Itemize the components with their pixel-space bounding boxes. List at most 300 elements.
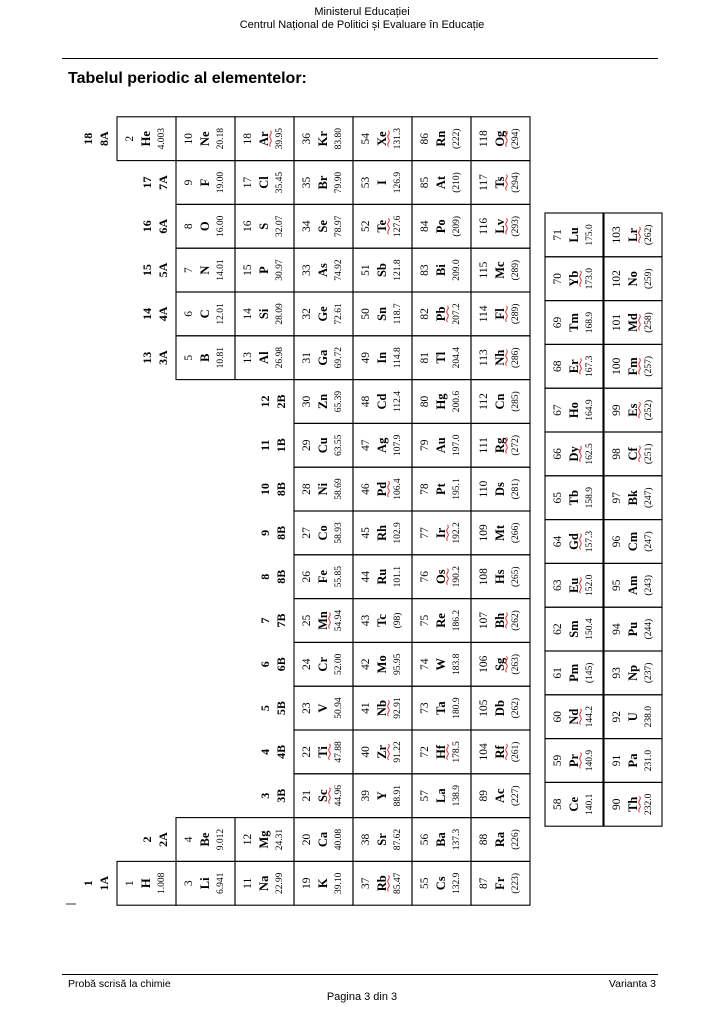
element-fr-box <box>471 861 530 905</box>
element-zn-number: 30 <box>301 395 313 408</box>
element-o-box <box>176 204 235 248</box>
actinide-lr-number: 103 <box>611 226 623 244</box>
actinide-pu-symbol: Pu <box>626 621 640 637</box>
lanthanide-nd-box <box>545 695 603 739</box>
lanthanide-er-box <box>545 344 603 388</box>
element-sb-symbol: Sb <box>375 263 389 278</box>
page-title: Tabelul periodic al elementelor: <box>68 70 307 87</box>
element-db-number: 105 <box>478 699 490 717</box>
element-sb-mass: 121.8 <box>393 259 403 281</box>
lanthanide-yb-marker <box>580 271 582 287</box>
element-bi-number: 83 <box>419 264 431 276</box>
element-mt-box <box>471 511 530 555</box>
element-al-mass: 26.98 <box>275 347 285 369</box>
element-re-number: 75 <box>419 614 431 627</box>
header-divider <box>62 58 658 59</box>
element-ts-number: 117 <box>478 174 490 191</box>
element-cu-number: 29 <box>301 439 313 452</box>
lanthanide-ce-mass: 140.1 <box>585 793 595 815</box>
element-na-mass: 22.99 <box>275 872 285 894</box>
element-po-symbol: Po <box>434 219 448 234</box>
element-fr-number: 87 <box>478 877 490 890</box>
element-si-box <box>235 292 294 336</box>
actinide-pu-box <box>604 607 662 651</box>
element-rn-symbol: Rn <box>434 130 448 147</box>
element-si-mass: 28.09 <box>275 303 285 325</box>
element-lv-number: 116 <box>478 217 490 235</box>
lanthanide-er-marker <box>580 358 582 374</box>
element-sb-box <box>353 248 412 292</box>
element-se-symbol: Se <box>316 220 330 233</box>
element-co-symbol: Co <box>316 525 330 541</box>
element-ds-number: 110 <box>478 480 490 498</box>
actinide-lr-symbol: Lr <box>626 227 640 242</box>
element-be-number: 4 <box>183 836 195 843</box>
element-rh-box <box>353 511 412 555</box>
element-te-number: 52 <box>360 220 372 233</box>
element-br-number: 35 <box>301 176 313 189</box>
lanthanide-eu-number: 63 <box>552 579 564 592</box>
element-sc-mass: 44.96 <box>334 785 344 807</box>
element-pd-mass: 106.4 <box>393 478 403 500</box>
actinide-u-mass: 238.0 <box>644 706 654 728</box>
element-se-box <box>294 204 353 248</box>
element-lv-marker <box>506 218 508 234</box>
element-k-box <box>294 861 353 905</box>
element-rg-number: 111 <box>478 437 490 454</box>
element-c-number: 6 <box>183 311 195 317</box>
actinide-md-marker <box>639 315 641 331</box>
lanthanide-pm-box <box>545 651 603 695</box>
element-po-mass: (209) <box>452 216 462 237</box>
group-label-16: 6A <box>156 218 170 234</box>
element-s-box <box>235 204 294 248</box>
element-fl-symbol: Fl <box>493 308 507 320</box>
element-mo-number: 42 <box>360 658 372 671</box>
element-ca-box <box>294 818 353 862</box>
element-os-symbol: Os <box>434 569 448 584</box>
actinide-pa-number: 91 <box>611 754 623 767</box>
element-po-box <box>412 204 471 248</box>
element-v-box <box>294 686 353 730</box>
element-in-box <box>353 336 412 380</box>
element-ta-number: 73 <box>419 702 431 714</box>
element-ba-symbol: Ba <box>434 832 448 847</box>
element-he-number: 2 <box>124 135 136 142</box>
lanthanide-eu-marker <box>580 577 582 593</box>
element-lv-symbol: Lv <box>493 219 507 234</box>
element-ga-mass: 69.72 <box>334 347 344 369</box>
element-h-symbol: H <box>139 878 153 889</box>
lanthanide-pr-marker <box>580 753 582 769</box>
element-as-number: 33 <box>301 264 313 276</box>
element-re-symbol: Re <box>434 613 448 628</box>
element-ar-marker <box>270 131 272 147</box>
element-mn-box <box>294 599 353 643</box>
element-si-symbol: Si <box>257 308 271 320</box>
element-na-box <box>235 861 294 905</box>
element-at-symbol: At <box>434 175 448 190</box>
actinide-cm-box <box>604 520 662 564</box>
element-sg-symbol: Sg <box>493 657 507 671</box>
group-label-15: 5A <box>156 262 170 278</box>
element-mc-symbol: Mc <box>493 261 507 279</box>
element-fl-box <box>471 292 530 336</box>
element-ni-number: 28 <box>301 483 313 495</box>
actinide-md-box <box>604 301 662 345</box>
element-fe-mass: 55.85 <box>334 566 344 588</box>
actinide-lr-marker <box>639 227 641 243</box>
element-he-symbol: He <box>139 131 153 147</box>
element-v-mass: 50.94 <box>334 697 344 719</box>
element-ir-number: 77 <box>419 527 431 539</box>
lanthanide-ce-number: 58 <box>552 798 564 811</box>
group-number-2: 2 <box>140 836 154 843</box>
actinide-np-mass: (237) <box>644 662 654 684</box>
element-at-number: 85 <box>419 176 431 189</box>
actinide-fm-mass: (257) <box>644 356 654 377</box>
element-xe-mass: 131.3 <box>393 128 403 150</box>
group-number-10: 10 <box>258 483 272 496</box>
element-al-number: 13 <box>242 351 254 364</box>
lanthanide-nd-mass: 144.2 <box>585 706 595 728</box>
element-bh-marker <box>506 613 508 629</box>
group-label-2: 2A <box>156 832 170 847</box>
element-pb-number: 82 <box>419 308 431 320</box>
element-ir-box <box>412 511 471 555</box>
element-cl-mass: 35.45 <box>275 171 285 194</box>
element-o-number: 8 <box>183 223 195 230</box>
element-ne-mass: 20.18 <box>216 128 226 150</box>
lanthanide-pr-mass: 140.9 <box>585 749 595 772</box>
element-zr-box <box>353 730 412 774</box>
element-co-box <box>294 511 353 555</box>
group-number-17: 17 <box>140 176 154 189</box>
element-ni-box <box>294 467 353 511</box>
element-os-mass: 190.2 <box>452 566 462 588</box>
lanthanide-tb-number: 65 <box>552 491 564 504</box>
element-ag-mass: 107.9 <box>393 434 403 456</box>
element-cn-symbol: Cn <box>493 393 507 410</box>
element-kr-symbol: Kr <box>316 131 330 147</box>
element-bh-number: 107 <box>478 611 490 630</box>
lanthanide-gd-mass: 157.3 <box>585 530 595 553</box>
element-te-mass: 127.6 <box>393 215 403 237</box>
element-ir-marker <box>447 525 449 541</box>
element-hs-mass: (265) <box>511 566 521 587</box>
element-cd-symbol: Cd <box>375 393 389 410</box>
element-kr-number: 36 <box>301 132 313 145</box>
group-label-14: 4A <box>156 306 170 322</box>
element-ag-box <box>353 423 412 467</box>
lanthanide-sm-symbol: Sm <box>567 620 581 638</box>
element-s-number: 16 <box>242 220 254 233</box>
element-na-symbol: Na <box>257 875 271 891</box>
element-n-symbol: N <box>198 265 212 275</box>
actinide-es-number: 99 <box>611 404 623 416</box>
actinide-lr-box <box>604 213 662 257</box>
element-cd-number: 48 <box>360 395 372 408</box>
element-sc-box <box>294 774 353 818</box>
element-ac-mass: (227) <box>511 785 521 806</box>
element-mc-box <box>471 248 530 292</box>
element-mt-number: 109 <box>478 524 490 542</box>
lanthanide-ho-box <box>545 388 603 432</box>
element-tc-box <box>353 599 412 643</box>
actinide-np-box <box>604 651 662 695</box>
element-k-mass: 39.10 <box>334 872 344 894</box>
element-cs-symbol: Cs <box>434 876 448 891</box>
element-au-number: 79 <box>419 439 431 452</box>
element-hf-symbol: Hf <box>434 744 448 759</box>
actinide-np-number: 93 <box>611 667 623 679</box>
element-w-box <box>412 642 471 686</box>
element-k-number: 19 <box>301 877 313 890</box>
element-ge-box <box>294 292 353 336</box>
element-au-box <box>412 423 471 467</box>
element-bi-box <box>412 248 471 292</box>
actinide-cm-symbol: Cm <box>626 531 640 552</box>
element-hs-symbol: Hs <box>493 569 507 584</box>
actinide-no-mass: (259) <box>644 268 654 289</box>
element-i-box <box>353 161 412 205</box>
footer-exam-name: Probă scrisă la chimie <box>68 978 171 990</box>
actinide-fm-box <box>604 344 662 388</box>
element-xe-box <box>353 117 412 161</box>
element-ar-symbol: Ar <box>257 131 271 146</box>
actinide-md-symbol: Md <box>626 313 640 332</box>
element-o-mass: 16.00 <box>216 215 226 237</box>
element-cr-number: 24 <box>301 658 313 671</box>
element-te-box <box>353 204 412 248</box>
element-ti-symbol: Ti <box>316 746 330 758</box>
element-mg-mass: 24.31 <box>275 828 285 851</box>
element-nb-symbol: Nb <box>375 700 389 717</box>
element-rb-number: 37 <box>360 877 372 890</box>
group-number-6: 6 <box>258 661 272 668</box>
element-al-box <box>235 336 294 380</box>
element-mt-symbol: Mt <box>493 524 507 541</box>
element-sg-number: 106 <box>478 655 490 673</box>
element-o-symbol: O <box>198 221 212 232</box>
element-cr-mass: 52.00 <box>334 653 344 675</box>
element-hf-marker <box>447 744 449 760</box>
element-ts-mass: (294) <box>511 172 521 193</box>
element-w-mass: 183.8 <box>452 653 462 675</box>
element-zr-number: 40 <box>360 746 372 758</box>
element-rb-symbol: Rb <box>375 875 389 892</box>
lanthanide-yb-mass: 173.0 <box>585 268 595 290</box>
element-ca-symbol: Ca <box>316 831 330 848</box>
element-ir-symbol: Ir <box>434 527 448 539</box>
lanthanide-ce-symbol: Ce <box>567 797 581 812</box>
element-mc-mass: (289) <box>511 259 521 281</box>
element-ts-marker <box>506 175 508 191</box>
element-in-number: 49 <box>360 351 372 364</box>
element-hf-box <box>412 730 471 774</box>
element-rb-mass: 85.47 <box>393 872 403 894</box>
element-n-number: 7 <box>183 267 195 273</box>
group-label-7: 7B <box>274 613 288 628</box>
lanthanide-dy-symbol: Dy <box>567 446 581 462</box>
element-rh-symbol: Rh <box>375 524 389 541</box>
element-at-mass: (210) <box>452 172 462 193</box>
actinide-pa-box <box>604 739 662 783</box>
element-cn-box <box>471 380 530 424</box>
group-label-12: 2B <box>274 394 288 409</box>
group-label-6: 6B <box>274 657 288 672</box>
element-rg-marker <box>506 437 508 453</box>
element-sn-mass: 118.7 <box>393 303 403 325</box>
element-al-symbol: Al <box>257 351 271 364</box>
element-ba-box <box>412 818 471 862</box>
element-as-box <box>294 248 353 292</box>
header-institution-line2: Centrul Național de Politici și Evaluare în Educație <box>239 19 485 31</box>
element-ra-symbol: Ra <box>493 831 507 848</box>
group-label-9: 8B <box>274 525 288 540</box>
lanthanide-er-number: 68 <box>552 360 564 373</box>
element-zn-box <box>294 380 353 424</box>
element-re-box <box>412 599 471 643</box>
element-rf-marker <box>506 744 508 760</box>
actinide-th-number: 90 <box>611 798 623 811</box>
element-cu-mass: 63.55 <box>334 434 344 456</box>
element-c-box <box>176 292 235 336</box>
element-rb-marker <box>388 875 390 891</box>
element-pd-marker <box>388 481 390 497</box>
element-ds-symbol: Ds <box>493 482 507 497</box>
element-hg-mass: 200.6 <box>452 390 462 413</box>
element-si-number: 14 <box>242 308 254 320</box>
lanthanide-er-symbol: Er <box>567 359 581 374</box>
element-ac-symbol: Ac <box>493 788 507 803</box>
element-b-number: 5 <box>183 354 195 361</box>
element-ba-number: 56 <box>419 833 431 846</box>
element-h-box <box>117 861 176 905</box>
element-ni-symbol: Ni <box>316 482 330 496</box>
element-y-mass: 88.91 <box>393 785 403 807</box>
element-ca-mass: 40.08 <box>334 828 344 851</box>
element-li-mass: 6.941 <box>216 872 226 894</box>
actinide-cf-mass: (251) <box>644 443 654 465</box>
element-lv-mass: (293) <box>511 216 521 237</box>
element-f-mass: 19.00 <box>216 171 226 194</box>
group-number-9: 9 <box>258 529 272 536</box>
element-nh-box <box>471 336 530 380</box>
group-number-15: 15 <box>140 264 154 277</box>
element-cd-mass: 112.4 <box>393 390 403 413</box>
element-y-symbol: Y <box>375 791 389 801</box>
group-number-3: 3 <box>258 792 272 799</box>
lanthanide-sm-mass: 150.4 <box>585 618 595 640</box>
element-at-box <box>412 161 471 205</box>
group-number-14: 14 <box>140 307 154 320</box>
element-nh-symbol: Nh <box>493 349 507 366</box>
element-fl-number: 114 <box>478 305 490 323</box>
element-sn-number: 50 <box>360 308 372 320</box>
lanthanide-pm-number: 61 <box>552 667 564 679</box>
element-te-marker <box>388 218 390 234</box>
lanthanide-dy-box <box>545 432 603 476</box>
element-ga-symbol: Ga <box>316 349 330 366</box>
element-ti-marker <box>329 744 331 760</box>
actinide-th-mass: 232.0 <box>644 793 654 815</box>
lanthanide-nd-number: 60 <box>552 710 564 723</box>
actinide-md-number: 101 <box>611 313 623 332</box>
element-pd-number: 46 <box>360 483 372 495</box>
element-rn-box <box>412 117 471 161</box>
lanthanide-ho-symbol: Ho <box>567 402 581 419</box>
actinide-np-symbol: Np <box>626 664 640 681</box>
element-b-mass: 10.81 <box>216 347 226 369</box>
element-la-mass: 138.9 <box>452 785 462 807</box>
element-ti-box <box>294 730 353 774</box>
element-ge-number: 32 <box>301 308 313 320</box>
lanthanide-yb-box <box>545 257 603 301</box>
lanthanide-pr-number: 59 <box>552 754 564 767</box>
element-v-symbol: V <box>316 703 330 713</box>
element-li-number: 3 <box>183 880 195 887</box>
lanthanide-er-mass: 167.3 <box>585 355 595 377</box>
lanthanide-yb-number: 70 <box>552 272 564 285</box>
element-ru-mass: 101.1 <box>393 566 403 588</box>
actinide-u-symbol: U <box>626 712 640 722</box>
element-te-symbol: Te <box>375 219 389 233</box>
element-pb-symbol: Pb <box>434 306 448 322</box>
element-mt-mass: (266) <box>511 522 521 544</box>
element-hg-box <box>412 380 471 424</box>
actinide-pa-symbol: Pa <box>626 753 640 768</box>
element-os-box <box>412 555 471 599</box>
lanthanide-ho-mass: 164.9 <box>585 399 595 421</box>
lanthanide-tm-box <box>545 301 603 345</box>
element-ac-box <box>471 774 530 818</box>
element-na-number: 11 <box>242 877 254 889</box>
element-og-symbol: Og <box>493 130 507 147</box>
element-ar-box <box>235 117 294 161</box>
element-au-symbol: Au <box>434 437 448 454</box>
element-rn-number: 86 <box>419 132 431 145</box>
element-fe-box <box>294 555 353 599</box>
actinide-am-box <box>604 563 662 607</box>
element-f-symbol: F <box>198 178 212 187</box>
actinide-pu-number: 94 <box>611 623 623 635</box>
element-as-symbol: As <box>316 263 330 278</box>
group-label-1: 1A <box>97 875 111 891</box>
element-in-symbol: In <box>375 351 389 364</box>
element-rg-box <box>471 423 530 467</box>
element-zr-symbol: Zr <box>375 744 389 759</box>
actinide-bk-mass: (247) <box>644 487 654 508</box>
element-ts-box <box>471 161 530 205</box>
element-sc-number: 21 <box>301 789 313 802</box>
group-label-11: 1B <box>274 438 288 453</box>
element-li-symbol: Li <box>198 877 212 890</box>
element-mo-symbol: Mo <box>375 655 389 674</box>
actinide-cf-symbol: Cf <box>626 447 640 461</box>
actinide-th-symbol: Th <box>626 796 640 812</box>
actinide-bk-box <box>604 476 662 520</box>
group-number-4: 4 <box>258 748 272 755</box>
element-la-box <box>412 774 471 818</box>
element-mg-box <box>235 818 294 862</box>
lanthanide-tm-symbol: Tm <box>567 313 581 332</box>
element-pt-number: 78 <box>419 483 431 495</box>
group-number-1: 1 <box>81 880 95 887</box>
element-ga-number: 31 <box>301 351 313 364</box>
element-y-number: 39 <box>360 789 372 802</box>
group-number-5: 5 <box>258 705 272 712</box>
